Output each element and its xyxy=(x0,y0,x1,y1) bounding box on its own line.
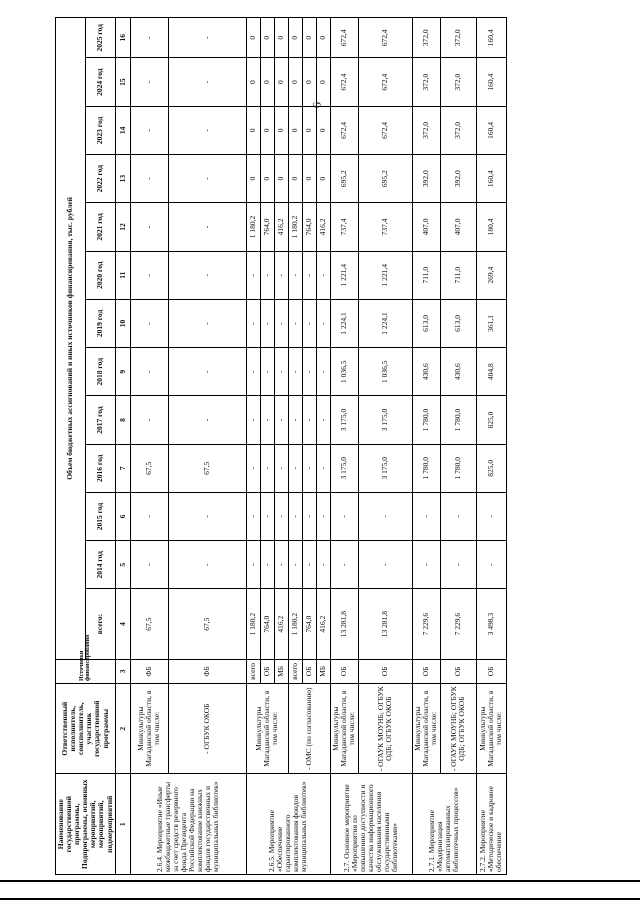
value-cell: - xyxy=(330,541,358,589)
value-cell: 67,5 xyxy=(168,444,246,492)
value-cell: - xyxy=(316,492,330,540)
value-cell: 695,2 xyxy=(358,155,412,203)
value-cell: 0 xyxy=(246,155,260,203)
value-cell: 1 180,2 xyxy=(246,589,260,659)
value-cell: - xyxy=(316,348,330,396)
executor-cell: - ОГБУК ОКОБ xyxy=(168,683,246,774)
col-number: 10 xyxy=(115,299,130,347)
value-cell: - xyxy=(288,396,302,444)
value-cell: - xyxy=(260,299,274,347)
value-cell: - xyxy=(288,251,302,299)
value-cell: 0 xyxy=(302,18,316,59)
value-cell: 1 036,5 xyxy=(358,348,412,396)
value-cell: 67,5 xyxy=(130,589,168,659)
value-cell: - xyxy=(302,348,316,396)
header-year: 2018 год xyxy=(85,348,115,396)
source-cell: ОБ xyxy=(412,659,440,683)
col-number: 15 xyxy=(115,58,130,106)
col-number: 11 xyxy=(115,251,130,299)
value-cell: 711,0 xyxy=(440,251,476,299)
value-cell: 0 xyxy=(246,18,260,59)
value-cell: 3 175,0 xyxy=(330,444,358,492)
table-row xyxy=(130,18,168,875)
table-row xyxy=(412,18,440,875)
value-cell: - xyxy=(288,299,302,347)
value-cell: - xyxy=(168,18,246,59)
value-cell: 13 281,8 xyxy=(358,589,412,659)
value-cell: 3 175,0 xyxy=(358,396,412,444)
value-cell: 1 036,5 xyxy=(330,348,358,396)
source-cell: всего xyxy=(288,659,302,683)
value-cell: 3 498,3 xyxy=(476,589,506,659)
value-cell: 269,4 xyxy=(476,251,506,299)
value-cell: 764,0 xyxy=(302,589,316,659)
value-cell: 1 221,4 xyxy=(358,251,412,299)
value-cell: - xyxy=(358,541,412,589)
value-cell: 430,6 xyxy=(412,348,440,396)
program-name-cell: 2.7.2. Мероприятие «Методическое и кадровое обеспечение xyxy=(476,774,506,875)
page-number: 9 xyxy=(310,102,324,108)
value-cell: 672,4 xyxy=(330,18,358,59)
header-year: 2014 год xyxy=(85,541,115,589)
value-cell: 1 780,0 xyxy=(412,396,440,444)
program-name-cell: 2.7.1. Мероприятие «Модернизация автоматизированных библиотечных процессов» xyxy=(412,774,476,875)
value-cell: - xyxy=(260,251,274,299)
value-cell: 372,0 xyxy=(440,58,476,106)
value-cell: 613,0 xyxy=(440,299,476,347)
value-cell: 3 175,0 xyxy=(330,396,358,444)
value-cell: 1 780,0 xyxy=(440,396,476,444)
col-number: 9 xyxy=(115,348,130,396)
value-cell: - xyxy=(130,348,168,396)
header-year: 2021 год xyxy=(85,203,115,251)
value-cell: - xyxy=(288,444,302,492)
value-cell: - xyxy=(168,106,246,154)
value-cell: - xyxy=(130,58,168,106)
value-cell: 160,4 xyxy=(476,18,506,59)
executor-cell: Минкультуры Магаданской области, в том числе: xyxy=(412,683,440,774)
value-cell: 0 xyxy=(288,106,302,154)
value-cell: 430,6 xyxy=(440,348,476,396)
value-cell: - xyxy=(274,444,288,492)
value-cell: - xyxy=(246,299,260,347)
value-cell: 672,4 xyxy=(330,58,358,106)
value-cell: 1 224,1 xyxy=(358,299,412,347)
value-cell: 404,8 xyxy=(476,348,506,396)
value-cell: 0 xyxy=(260,155,274,203)
executor-cell: - ОМС (по согласованию) xyxy=(288,683,330,774)
table-row xyxy=(288,18,302,875)
value-cell: 7 229,6 xyxy=(412,589,440,659)
value-cell: - xyxy=(302,299,316,347)
col-number: 1 xyxy=(115,774,130,875)
value-cell: - xyxy=(302,251,316,299)
value-cell: 711,0 xyxy=(412,251,440,299)
value-cell: 1 780,0 xyxy=(440,444,476,492)
value-cell: - xyxy=(302,396,316,444)
value-cell: - xyxy=(288,348,302,396)
value-cell: 372,0 xyxy=(440,18,476,59)
value-cell: - xyxy=(274,396,288,444)
col-number: 12 xyxy=(115,203,130,251)
source-cell: ОБ xyxy=(302,659,316,683)
value-cell: 764,0 xyxy=(302,203,316,251)
value-cell: - xyxy=(302,541,316,589)
value-cell: - xyxy=(168,299,246,347)
value-cell: - xyxy=(288,492,302,540)
header-year: 2017 год xyxy=(85,396,115,444)
value-cell: 0 xyxy=(316,18,330,59)
value-cell: 392,0 xyxy=(412,155,440,203)
value-cell: 160,4 xyxy=(476,106,506,154)
value-cell: - xyxy=(260,444,274,492)
value-cell: 416,2 xyxy=(274,589,288,659)
value-cell: 672,4 xyxy=(330,106,358,154)
value-cell: 672,4 xyxy=(358,58,412,106)
value-cell: - xyxy=(288,541,302,589)
value-cell: 407,0 xyxy=(412,203,440,251)
value-cell: 825,0 xyxy=(476,444,506,492)
value-cell: - xyxy=(130,155,168,203)
value-cell: 0 xyxy=(302,106,316,154)
value-cell: - xyxy=(440,492,476,540)
col-number: 5 xyxy=(115,541,130,589)
table-row xyxy=(246,18,260,875)
value-cell: 160,4 xyxy=(476,58,506,106)
header-funding: Объем бюджетных ассигнований и иных источников финансирования, тыс. рублей xyxy=(56,18,86,660)
value-cell: 1 221,4 xyxy=(330,251,358,299)
value-cell: 0 xyxy=(316,155,330,203)
value-cell: - xyxy=(246,541,260,589)
table-row xyxy=(168,18,246,875)
bottom-rule xyxy=(0,880,640,882)
value-cell: - xyxy=(130,203,168,251)
source-cell: ОБ xyxy=(260,659,274,683)
executor-cell: Минкультуры Магаданской области, в том числе: xyxy=(476,683,506,774)
source-cell: ОБ xyxy=(358,659,412,683)
value-cell: - xyxy=(168,203,246,251)
header-year: 2025 год xyxy=(85,18,115,59)
value-cell: 372,0 xyxy=(412,58,440,106)
value-cell: - xyxy=(130,251,168,299)
value-cell: - xyxy=(130,18,168,59)
value-cell: 0 xyxy=(288,18,302,59)
value-cell: 0 xyxy=(260,106,274,154)
value-cell: - xyxy=(168,251,246,299)
value-cell: - xyxy=(130,396,168,444)
value-cell: - xyxy=(168,541,246,589)
value-cell: 0 xyxy=(260,18,274,59)
value-cell: 372,0 xyxy=(440,106,476,154)
executor-cell: - ОГАУК МОУНБ; ОГБУК ОДБ; ОГБУК ОКОБ xyxy=(440,683,476,774)
column-number-row xyxy=(115,18,130,875)
header-year: 2024 год xyxy=(85,58,115,106)
program-name-cell: 2.6.4. Мероприятие «Иные межбюджетные трансферты за счет средств резервного фонда Президента Российской Федерации на комплектование книжных фондов государственных и муниципальных библиотек» xyxy=(130,774,246,875)
col-number: 2 xyxy=(115,683,130,774)
value-cell: - xyxy=(260,348,274,396)
value-cell: - xyxy=(260,541,274,589)
funding-table xyxy=(55,17,507,875)
value-cell: 0 xyxy=(246,58,260,106)
value-cell: - xyxy=(274,492,288,540)
value-cell: - xyxy=(274,541,288,589)
col-number: 14 xyxy=(115,106,130,154)
value-cell: - xyxy=(246,348,260,396)
col-number: 7 xyxy=(115,444,130,492)
value-cell: - xyxy=(168,492,246,540)
col-number: 4 xyxy=(115,589,130,659)
value-cell: - xyxy=(440,541,476,589)
col-number: 8 xyxy=(115,396,130,444)
program-name-cell: 2.6.5. Мероприятие «Обеспечение гарантированного комплектования фондов муниципальных библиотек» xyxy=(246,774,330,875)
col-number: 13 xyxy=(115,155,130,203)
rotated-table-container xyxy=(55,17,581,875)
value-cell: 0 xyxy=(302,58,316,106)
header-source: Источники финансирования xyxy=(56,659,116,683)
value-cell: 825,0 xyxy=(476,396,506,444)
header-total: всего: xyxy=(85,589,115,659)
value-cell: - xyxy=(476,541,506,589)
source-cell: ОБ xyxy=(476,659,506,683)
value-cell: - xyxy=(130,106,168,154)
value-cell: - xyxy=(246,251,260,299)
value-cell: 1 780,0 xyxy=(412,444,440,492)
value-cell: 672,4 xyxy=(358,18,412,59)
value-cell: - xyxy=(316,444,330,492)
value-cell: 416,2 xyxy=(274,203,288,251)
value-cell: 764,0 xyxy=(260,589,274,659)
header-year: 2016 год xyxy=(85,444,115,492)
header-year: 2023 год xyxy=(85,106,115,154)
value-cell: 67,5 xyxy=(168,589,246,659)
value-cell: 0 xyxy=(302,155,316,203)
value-cell: 0 xyxy=(260,58,274,106)
value-cell: 764,0 xyxy=(260,203,274,251)
value-cell: 160,4 xyxy=(476,155,506,203)
col-number: 3 xyxy=(115,659,130,683)
value-cell: 416,2 xyxy=(316,589,330,659)
value-cell: 0 xyxy=(246,106,260,154)
executor-cell: Минкультуры Магаданской области, в том числе: xyxy=(130,683,168,774)
executor-cell: - ОГАУК МОУНБ; ОГБУК ОДБ; ОГБУК ОКОБ xyxy=(358,683,412,774)
value-cell: 0 xyxy=(288,58,302,106)
value-cell: 0 xyxy=(274,155,288,203)
value-cell: 372,0 xyxy=(412,106,440,154)
value-cell: - xyxy=(358,492,412,540)
value-cell: - xyxy=(130,299,168,347)
bottom-rule xyxy=(0,898,640,900)
value-cell: 737,4 xyxy=(330,203,358,251)
source-cell: ОБ xyxy=(330,659,358,683)
value-cell: 67,5 xyxy=(130,444,168,492)
value-cell: - xyxy=(260,492,274,540)
value-cell: - xyxy=(330,492,358,540)
value-cell: - xyxy=(168,348,246,396)
header-name: Наименование государственной программы, Подпрограммы, основных мероприятий, мероприятий, подмероприятий xyxy=(56,774,116,875)
value-cell: - xyxy=(168,155,246,203)
value-cell: 0 xyxy=(288,155,302,203)
header-year: 2015 год xyxy=(85,492,115,540)
value-cell: - xyxy=(246,396,260,444)
source-cell: ОБ xyxy=(440,659,476,683)
value-cell: 1 180,2 xyxy=(246,203,260,251)
col-number: 6 xyxy=(115,492,130,540)
source-cell: всего xyxy=(246,659,260,683)
source-cell: МБ xyxy=(274,659,288,683)
value-cell: 0 xyxy=(274,58,288,106)
value-cell: - xyxy=(274,251,288,299)
value-cell: - xyxy=(476,492,506,540)
value-cell: 416,2 xyxy=(316,203,330,251)
value-cell: 1 180,2 xyxy=(288,589,302,659)
value-cell: 0 xyxy=(274,18,288,59)
source-cell: ФБ xyxy=(130,659,168,683)
table-row xyxy=(330,18,358,875)
executor-cell: Минкультуры Магаданской области, в том числе: xyxy=(246,683,288,774)
value-cell: 13 281,8 xyxy=(330,589,358,659)
header-year: 2019 год xyxy=(85,299,115,347)
value-cell: 180,4 xyxy=(476,203,506,251)
value-cell: 361,1 xyxy=(476,299,506,347)
table-row xyxy=(358,18,412,875)
value-cell: - xyxy=(168,58,246,106)
source-cell: МБ xyxy=(316,659,330,683)
value-cell: 392,0 xyxy=(440,155,476,203)
table-row xyxy=(476,18,506,875)
col-number: 16 xyxy=(115,18,130,59)
value-cell: - xyxy=(130,541,168,589)
value-cell: - xyxy=(302,444,316,492)
value-cell: 0 xyxy=(316,58,330,106)
value-cell: - xyxy=(316,396,330,444)
value-cell: - xyxy=(302,492,316,540)
value-cell: - xyxy=(316,541,330,589)
value-cell: - xyxy=(246,444,260,492)
value-cell: - xyxy=(316,251,330,299)
value-cell: 7 229,6 xyxy=(440,589,476,659)
value-cell: 0 xyxy=(274,106,288,154)
value-cell: - xyxy=(412,492,440,540)
table-row xyxy=(440,18,476,875)
value-cell: 372,0 xyxy=(412,18,440,59)
value-cell: 695,2 xyxy=(330,155,358,203)
header-year: 2020 год xyxy=(85,251,115,299)
program-name-cell: 2.7. Основное мероприятие «Мероприятия по повышению доступности и качества информационного обслуживания населения государственными библиотеками» xyxy=(330,774,412,875)
value-cell: - xyxy=(130,492,168,540)
header-executor: Ответственный исполнитель, соисполнитель, участник государственной программы xyxy=(56,683,116,774)
value-cell: - xyxy=(274,299,288,347)
value-cell: 1 224,1 xyxy=(330,299,358,347)
executor-cell: Минкультуры Магаданской области, в том числе: xyxy=(330,683,358,774)
value-cell: - xyxy=(274,348,288,396)
value-cell: 407,0 xyxy=(440,203,476,251)
value-cell: - xyxy=(168,396,246,444)
value-cell: 613,0 xyxy=(412,299,440,347)
value-cell: 672,4 xyxy=(358,106,412,154)
source-cell: ФБ xyxy=(168,659,246,683)
header-year: 2022 год xyxy=(85,155,115,203)
value-cell: 1 180,2 xyxy=(288,203,302,251)
value-cell: - xyxy=(260,396,274,444)
value-cell: 0 xyxy=(316,106,330,154)
value-cell: - xyxy=(316,299,330,347)
value-cell: - xyxy=(246,492,260,540)
value-cell: - xyxy=(412,541,440,589)
value-cell: 3 175,0 xyxy=(358,444,412,492)
value-cell: 737,4 xyxy=(358,203,412,251)
